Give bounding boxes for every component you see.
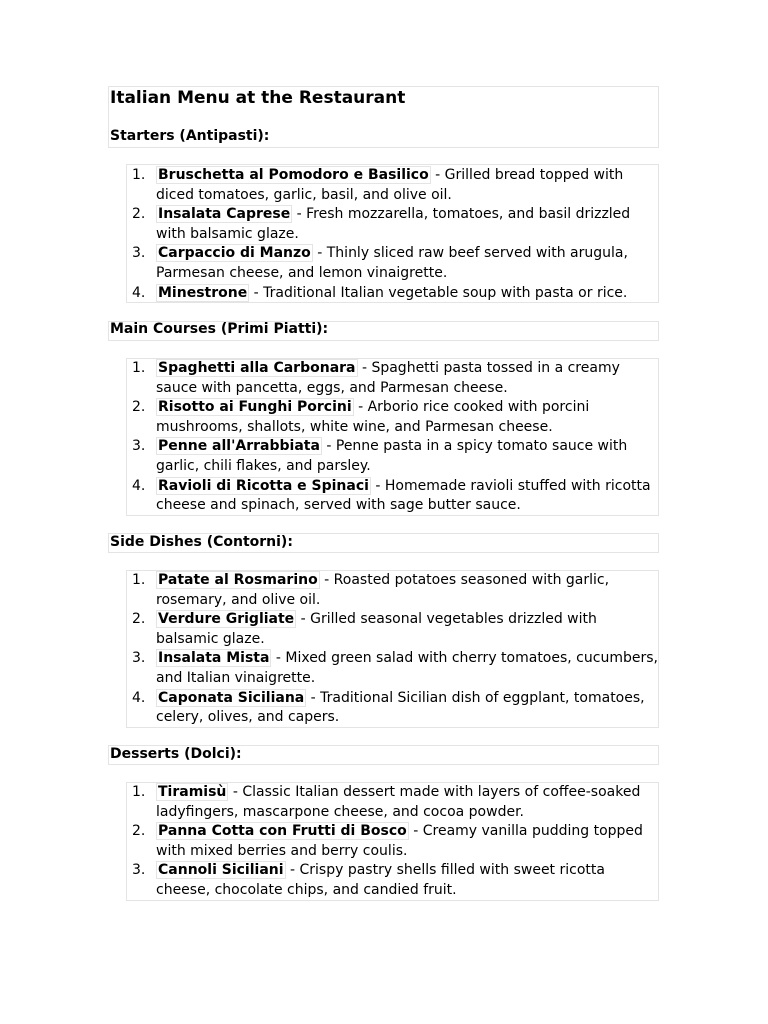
item-number: 2. bbox=[132, 399, 146, 416]
item-number: 1. bbox=[132, 572, 146, 588]
dish-name: Risotto ai Funghi Porcini bbox=[158, 399, 352, 416]
list-item bbox=[126, 689, 659, 728]
list-item bbox=[126, 822, 659, 861]
item-number: 4. bbox=[132, 477, 146, 494]
item-number: 1. bbox=[132, 360, 146, 376]
item-number: 3. bbox=[132, 862, 146, 879]
list-item bbox=[126, 610, 659, 649]
dish-name: Tiramisù bbox=[158, 784, 227, 800]
dish-description: - Homemade ravioli stuffed with ricotta cheese and spinach, served with sage butter sauce. bbox=[156, 477, 651, 514]
item-number: 4. bbox=[132, 284, 146, 301]
list-item bbox=[126, 166, 659, 205]
section-heading-desserts: Desserts (Dolci): bbox=[110, 746, 242, 762]
list-item bbox=[126, 284, 659, 304]
list-item bbox=[126, 359, 659, 398]
dish-description: - Traditional Sicilian dish of eggplant, tomatoes, celery, olives, and capers. bbox=[156, 689, 645, 726]
dish-description: - Mixed green salad with cherry tomatoes, cucumbers, and Italian vinaigrette. bbox=[156, 650, 658, 686]
dish-name: Verdure Grigliate bbox=[158, 611, 295, 628]
dish-name: Patate al Rosmarino bbox=[158, 572, 318, 588]
item-number: 1. bbox=[132, 167, 146, 183]
dish-name: Caponata Siciliana bbox=[158, 689, 305, 706]
menu-list-starters bbox=[126, 166, 659, 303]
list-item bbox=[126, 649, 659, 688]
list-item bbox=[126, 437, 659, 476]
dish-description: - Roasted potatoes seasoned with garlic, rosemary, and olive oil. bbox=[156, 572, 610, 608]
dish-name: Panna Cotta con Frutti di Bosco bbox=[158, 823, 407, 840]
menu-list-main-courses bbox=[126, 359, 659, 516]
dish-description: - Grilled bread topped with diced tomatoes, garlic, basil, and olive oil. bbox=[156, 167, 624, 203]
dish-description: - Grilled seasonal vegetables drizzled with balsamic glaze. bbox=[156, 611, 597, 647]
menu-list-side-dishes bbox=[126, 571, 659, 728]
dish-description: - Classic Italian dessert made with layers of coffee-soaked ladyfingers, mascarpone cheese, and cocoa powder. bbox=[156, 784, 641, 820]
dish-description: - Creamy vanilla pudding topped with mixed berries and berry coulis. bbox=[156, 823, 643, 859]
dish-description: - Fresh mozzarella, tomatoes, and basil drizzled with balsamic glaze. bbox=[156, 206, 631, 242]
list-item bbox=[126, 571, 659, 610]
item-number: 1. bbox=[132, 784, 146, 800]
dish-name: Bruschetta al Pomodoro e Basilico bbox=[158, 167, 429, 183]
list-item bbox=[126, 398, 659, 437]
dish-description: - Arborio rice cooked with porcini mushrooms, shallots, white wine, and Parmesan cheese. bbox=[156, 399, 590, 435]
section-heading-side-dishes: Side Dishes (Contorni): bbox=[110, 534, 293, 550]
dish-description: - Thinly sliced raw beef served with arugula, Parmesan cheese, and lemon vinaigrette. bbox=[156, 245, 628, 281]
dish-description: - Spaghetti pasta tossed in a creamy sauce with pancetta, eggs, and Parmesan cheese. bbox=[156, 360, 620, 396]
dish-description: - Penne pasta in a spicy tomato sauce with garlic, chili flakes, and parsley. bbox=[156, 438, 628, 474]
menu-list-desserts bbox=[126, 783, 659, 901]
page-title: Italian Menu at the Restaurant bbox=[110, 88, 406, 108]
dish-description: - Traditional Italian vegetable soup with pasta or rice. bbox=[249, 284, 628, 301]
section-heading-main-courses: Main Courses (Primi Piatti): bbox=[110, 321, 329, 337]
section-heading-starters: Starters (Antipasti): bbox=[110, 128, 270, 144]
dish-name: Ravioli di Ricotta e Spinaci bbox=[158, 477, 369, 494]
list-item bbox=[126, 205, 659, 244]
dish-name: Penne all'Arrabbiata bbox=[158, 438, 320, 455]
item-number: 2. bbox=[132, 206, 146, 223]
dish-name: Insalata Caprese bbox=[158, 206, 291, 223]
list-item bbox=[126, 861, 659, 900]
dish-name: Minestrone bbox=[158, 284, 248, 301]
dish-name: Cannoli Siciliani bbox=[158, 862, 284, 879]
item-number: 2. bbox=[132, 611, 146, 628]
list-item bbox=[126, 783, 659, 822]
item-number: 3. bbox=[132, 245, 146, 262]
dish-name: Carpaccio di Manzo bbox=[158, 245, 311, 262]
list-item bbox=[126, 477, 659, 516]
item-number: 2. bbox=[132, 823, 146, 840]
item-number: 4. bbox=[132, 689, 146, 706]
dish-name: Spaghetti alla Carbonara bbox=[158, 360, 356, 376]
item-number: 3. bbox=[132, 438, 146, 455]
dish-name: Insalata Mista bbox=[158, 650, 270, 667]
dish-description: - Crispy pastry shells filled with sweet ricotta cheese, chocolate chips, and candied fruit. bbox=[156, 862, 605, 898]
list-item bbox=[126, 244, 659, 283]
item-number: 3. bbox=[132, 650, 146, 667]
